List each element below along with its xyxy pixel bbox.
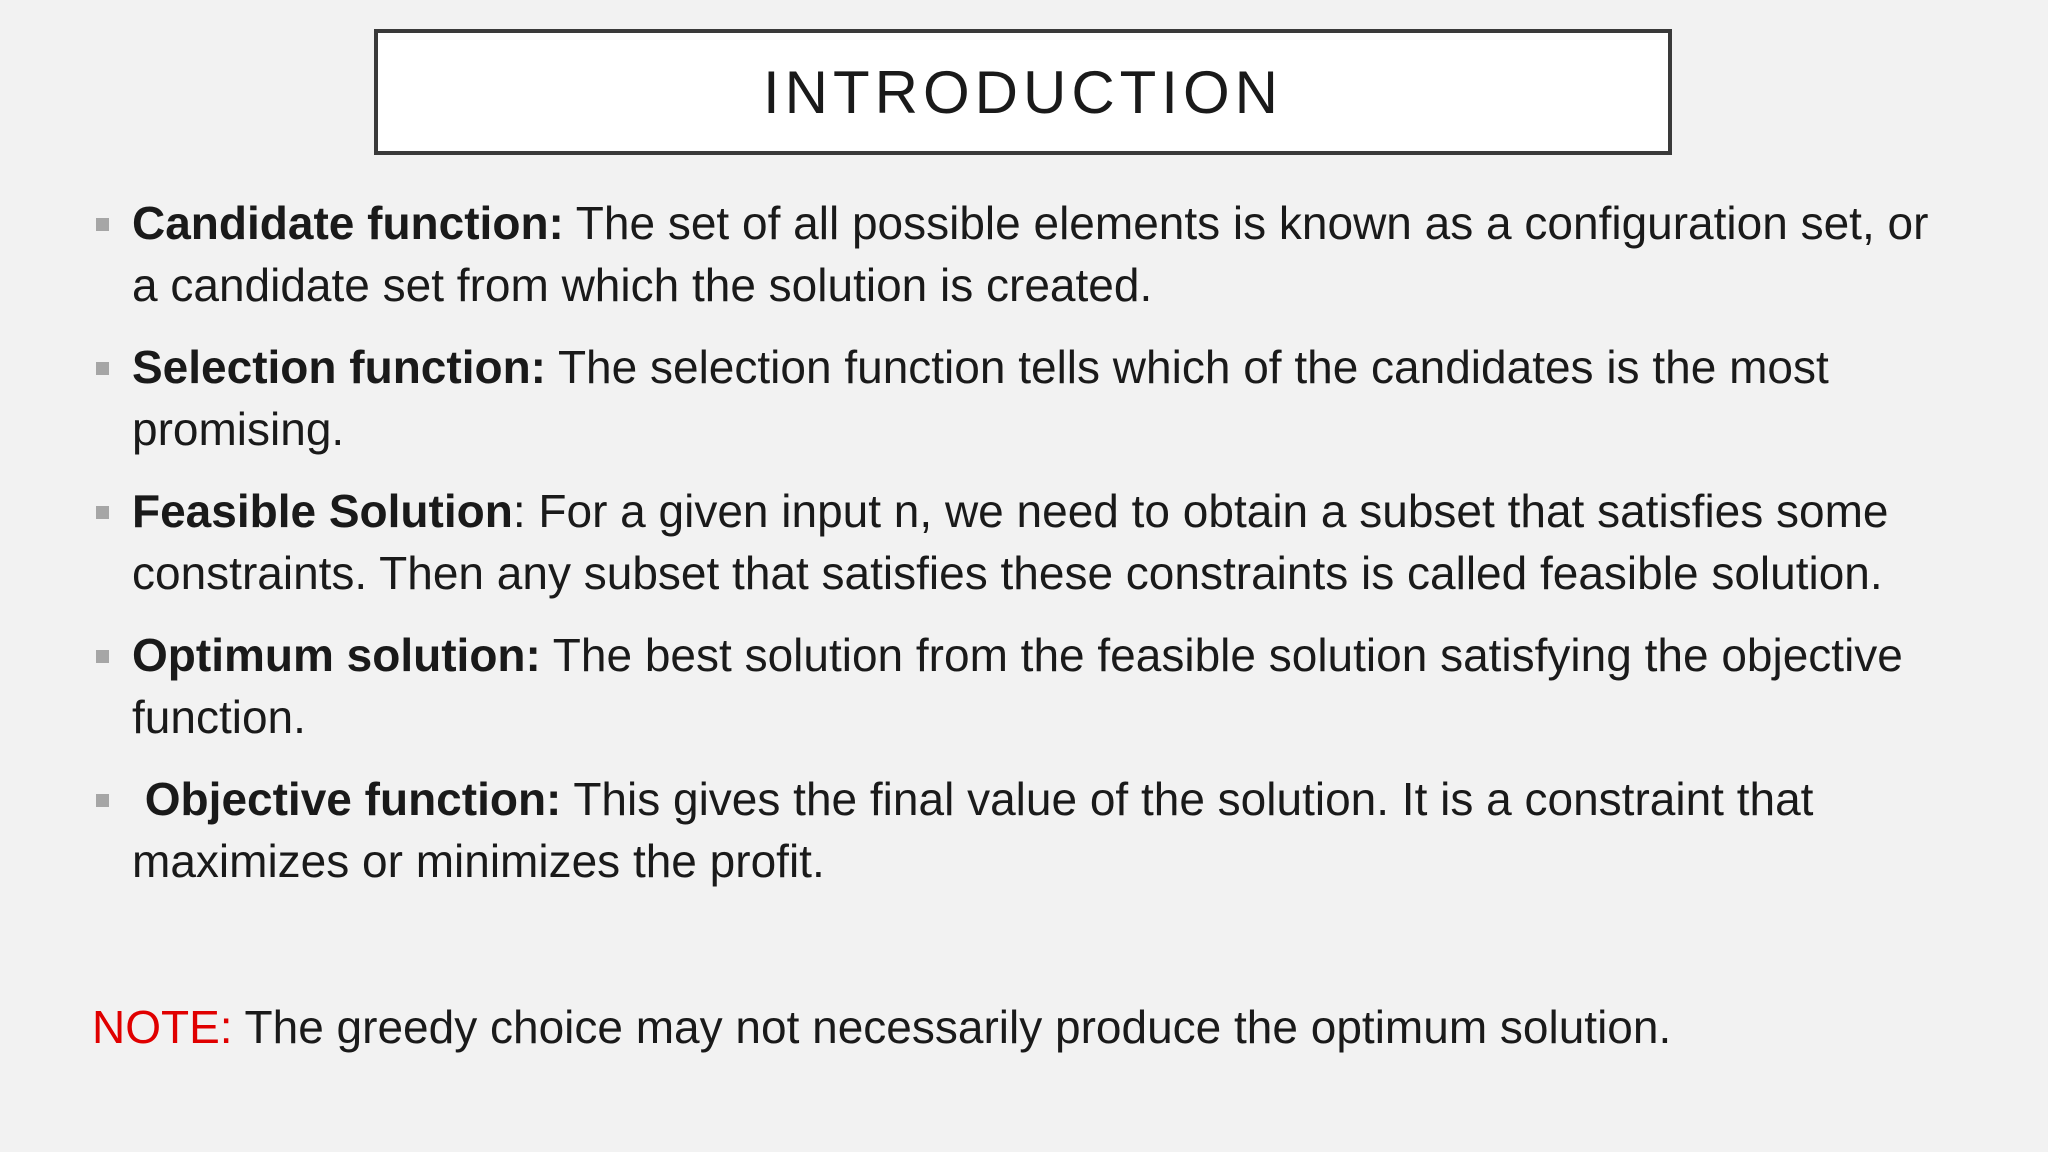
bullet-term: Candidate function: [132,197,564,249]
square-bullet-icon [96,506,109,519]
slide-title: INTRODUCTION [763,58,1283,126]
bullet-term: Selection function: [132,341,546,393]
bullet-text: This gives the final value of the solution. It is a constraint that maximizes or minimizes the profit. [132,773,1814,887]
bullet-item-feasible-solution [92,480,1952,604]
square-bullet-icon [96,650,109,663]
bullet-text: The set of all possible elements is known as a configuration set, or a candidate set from which the solution is created. [132,197,1929,311]
square-bullet-icon [96,794,109,807]
bullet-list [92,192,1952,912]
title-box [374,29,1672,155]
bullet-item-selection-function [92,336,1952,460]
bullet-term: Feasible Solution [132,485,513,537]
note [92,996,1671,1058]
bullet-term: Objective function: [132,773,562,825]
square-bullet-icon [96,362,109,375]
bullet-text: The selection function tells which of the candidates is the most promising. [132,341,1829,455]
bullet-term: Optimum solution: [132,629,541,681]
bullet-text: The best solution from the feasible solution satisfying the objective function. [132,629,1903,743]
bullet-item-optimum-solution [92,624,1952,748]
bullet-item-objective-function [92,768,1952,892]
bullet-text: : For a given input n, we need to obtain a subset that satisfies some constraints. Then any subset that satisfies these constraints is called feasible solution. [132,485,1889,599]
bullet-item-candidate-function [92,192,1952,316]
square-bullet-icon [96,218,109,231]
note-text: The greedy choice may not necessarily produce the optimum solution. [232,1001,1672,1053]
note-label: NOTE: [92,1001,233,1053]
